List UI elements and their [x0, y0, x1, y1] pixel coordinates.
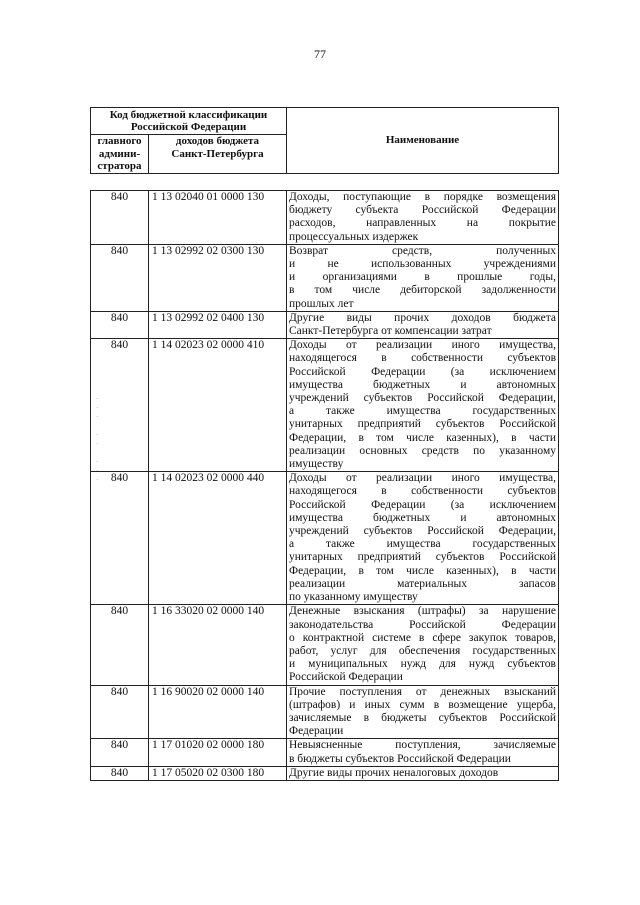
revenue-code-cell: 1 14 02023 02 0000 410 [149, 339, 287, 472]
name-column-header [287, 108, 559, 174]
admin-code-cell: 840 [91, 339, 149, 472]
name-line: Санкт-Петербурга от компенсации затрат [289, 325, 492, 338]
name-line: в бюджеты субъектов Российской Федерации [289, 752, 511, 765]
name-line: Федерации [289, 725, 344, 738]
revenue-name-cell [287, 191, 559, 245]
admin-title-line-2: админи- [98, 147, 141, 160]
name-line: и муниципальных нужд для нужд субъектов [289, 658, 556, 671]
group-title-line-2: Российской Федерации [130, 121, 247, 133]
table-row [91, 685, 559, 739]
table-row [91, 766, 559, 780]
revenue-name-cell [287, 685, 559, 739]
admin-code-cell: 840 [91, 244, 149, 311]
revenue-name-cell [287, 766, 559, 780]
table-body [91, 191, 559, 781]
name-line: о контрактной системе в сфере закупок товаров, [289, 631, 556, 644]
name-line: Доходы от реализации иного имущества, [289, 472, 556, 485]
admin-code-cell: 840 [91, 472, 149, 605]
revenue-code-cell: 1 13 02040 01 0000 130 [149, 191, 287, 245]
table-row [91, 191, 559, 245]
name-line: расходов, направленных на покрытие [289, 217, 556, 230]
admin-code-cell: 840 [91, 766, 149, 780]
name-line: реализации основных средств по указанному [289, 444, 556, 457]
name-line: бюджету субъекта Российской Федерации [289, 204, 556, 217]
name-line: зачисляемые в бюджеты субъектов Российской [289, 711, 556, 724]
revenue-code-cell: 1 16 33020 02 0000 140 [149, 605, 287, 685]
name-line: и организациями в прошлые годы, [289, 271, 556, 284]
name-line: (штрафов) и иных сумм в возмещение ущерба, [289, 698, 556, 711]
name-line: Российской Федерации (за исключением [289, 498, 556, 511]
admin-column-header [91, 135, 149, 174]
page-number: 77 [314, 47, 326, 61]
name-line: имущества бюджетных и автономных [289, 378, 556, 391]
revenue-name-cell [287, 339, 559, 472]
revenue-code-cell: 1 17 01020 02 0000 180 [149, 739, 287, 766]
revenue-code-cell: 1 16 90020 02 0000 140 [149, 685, 287, 739]
revenue-name-cell [287, 739, 559, 766]
name-line: Федерации, в том числе казенных), в части [289, 431, 556, 444]
name-line: Денежные взыскания (штрафы) за нарушение [289, 605, 556, 618]
group-title-line-1: Код бюджетной классификации [109, 108, 268, 121]
name-line: в том числе дебиторской задолженности [289, 284, 556, 297]
name-line: имуществу [289, 458, 344, 471]
name-line: Доходы от реализации иного имущества, [289, 339, 556, 352]
admin-code-cell: 840 [91, 739, 149, 766]
name-line: Доходы, поступающие в порядке возмещения [289, 191, 556, 203]
table-row [91, 472, 559, 605]
name-line: Другие виды прочих доходов бюджета [289, 311, 556, 324]
name-line: а также имущества государственных [289, 405, 556, 418]
name-line: Прочие поступления от денежных взысканий [289, 685, 556, 698]
name-line: имущества бюджетных и автономных [289, 511, 556, 524]
code-column-header [149, 135, 287, 174]
name-line: реализации материальных запасов [289, 577, 556, 590]
name-line: Другие виды прочих неналоговых доходов [289, 766, 499, 779]
admin-code-cell: 840 [91, 191, 149, 245]
name-line: по указанному имуществу [289, 591, 418, 604]
name-line: работ, услуг для обеспечения государственных [289, 644, 556, 657]
admin-title-line-1: главного [97, 135, 142, 148]
name-line: находящегося в собственности субъектов [289, 352, 556, 365]
code-title-line-2: Санкт-Петербурга [171, 147, 264, 160]
name-line: Федерации, в том числе казенных), в части [289, 564, 556, 577]
name-line: а также имущества государственных [289, 538, 556, 551]
admin-code-cell: 840 [91, 605, 149, 685]
admin-code-cell: 840 [91, 311, 149, 338]
name-line: находящегося в собственности субъектов [289, 485, 556, 498]
table-row [91, 311, 559, 338]
table-row [91, 739, 559, 766]
revenue-code-cell: 1 17 05020 02 0300 180 [149, 766, 287, 780]
name-line: учреждений субъектов Российской Федерации, [289, 525, 556, 538]
revenue-codes-table [90, 190, 559, 781]
name-line: и не использованных учреждениями [289, 258, 556, 271]
revenue-code-cell: 1 13 02992 02 0400 130 [149, 311, 287, 338]
name-line: Российской Федерации [289, 671, 403, 684]
name-line: законодательства Российской Федерации [289, 618, 556, 631]
name-line: унитарных предприятий субъектов Российской [289, 551, 556, 564]
name-line: учреждений субъектов Российской Федерации, [289, 392, 556, 405]
name-line: Невыясненные поступления, зачисляемые [289, 739, 556, 752]
scan-margin-marks: · · · · · · · · [96, 395, 99, 484]
revenue-code-cell: 1 13 02992 02 0300 130 [149, 244, 287, 311]
revenue-name-cell [287, 244, 559, 311]
admin-title-line-3: стратора [97, 160, 142, 173]
revenue-name-cell [287, 605, 559, 685]
name-line: Российской Федерации (за исключением [289, 365, 556, 378]
table-row [91, 339, 559, 472]
table-header [90, 107, 559, 174]
code-title-line-1: доходов бюджета [175, 135, 260, 147]
name-line: унитарных предприятий субъектов Российской [289, 418, 556, 431]
revenue-name-cell [287, 472, 559, 605]
name-line: Возврат средств, полученных [289, 244, 556, 257]
admin-code-cell: 840 [91, 685, 149, 739]
revenue-code-cell: 1 14 02023 02 0000 440 [149, 472, 287, 605]
table-row [91, 244, 559, 311]
table-row [91, 605, 559, 685]
budget-classification-group-header [91, 108, 287, 135]
name-line: процессуальных издержек [289, 230, 419, 243]
name-line: прошлых лет [289, 297, 354, 310]
name-column-title: Наименование [385, 134, 460, 147]
revenue-name-cell [287, 311, 559, 338]
